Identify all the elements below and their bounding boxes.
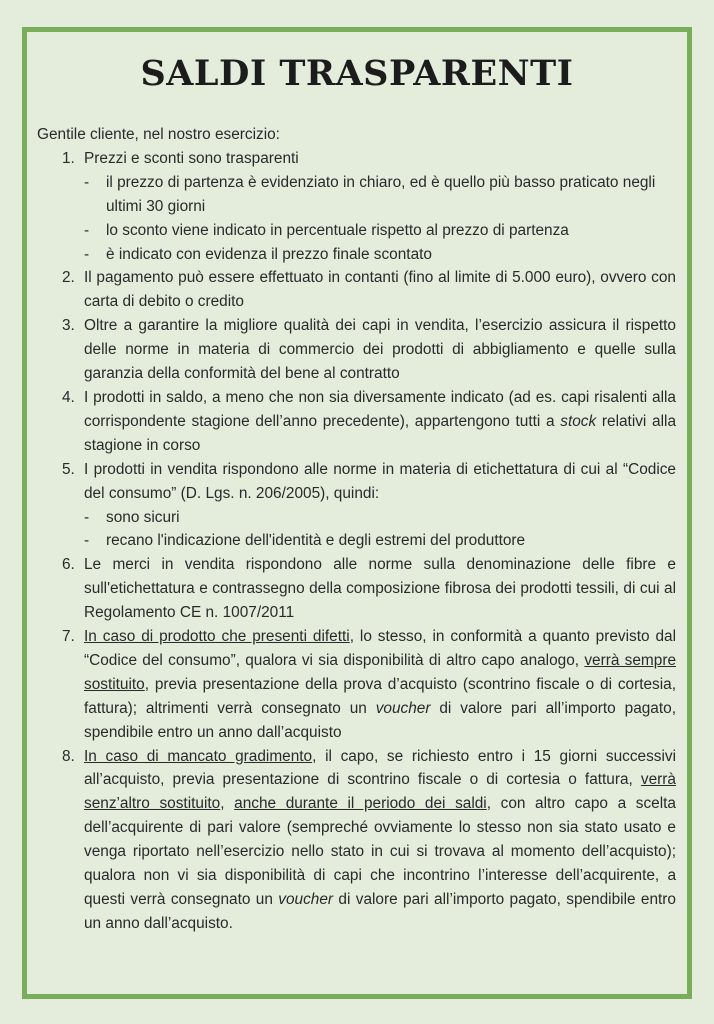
sub-item xyxy=(84,529,676,553)
item-text: I prodotti in saldo, a meno che non sia diversamente indicato (ad es. capi risalenti alla corrispondente stagione dell’anno precedente), appartengono tutti a xyxy=(84,388,676,430)
item-text: , xyxy=(220,795,235,813)
rules-list xyxy=(37,147,676,936)
dash-bullet: - xyxy=(84,221,90,239)
item-text: , lo stesso, in conformità a quanto previsto dal “Codice del consumo”, qualora vi sia disponibilità di altro capo analogo, xyxy=(84,628,676,669)
item-text: , con altro capo a scelta dell’acquirente di pari valore (sempreché ovviamente lo stesso non sia stato usato e venga riportato nell’esercizio nello stato in cui si trovava al momento dell’acquisto); qualora non vi sia disponibilità di capi che incontrino l’interesse dell’acquirente, a questi verrà consegnato un xyxy=(84,795,676,908)
item-number: 1. xyxy=(62,149,75,167)
sub-item xyxy=(84,171,676,219)
sub-item xyxy=(84,243,676,267)
item-text-italic: stock xyxy=(560,412,597,430)
sub-item xyxy=(84,219,676,243)
notice-body xyxy=(37,123,676,936)
list-item-2 xyxy=(37,266,676,314)
sub-item xyxy=(84,506,676,530)
sub-item-text: sono sicuri xyxy=(106,508,180,526)
dash-bullet: - xyxy=(84,173,90,191)
item-number: 7. xyxy=(62,628,75,646)
sub-list xyxy=(84,171,676,267)
item-text: Oltre a garantire la migliore qualità dei capi in vendita, l’esercizio assicura il rispetto delle norme in materia di commercio dei prodotti di abbigliamento e quelle sulla garanzia della conformità del bene al contratto xyxy=(84,317,676,383)
item-text: relativi alla stagione in corso xyxy=(84,412,677,454)
sub-list xyxy=(84,506,676,554)
dash-bullet: - xyxy=(84,245,90,263)
list-item-5 xyxy=(37,458,676,554)
item-number: 3. xyxy=(62,317,75,335)
item-text-underlined: anche durante il periodo dei saldi xyxy=(234,795,487,813)
item-number: 5. xyxy=(62,460,75,478)
item-text-underlined: verrà sempre sostituito xyxy=(84,651,677,693)
item-text: di valore pari all’importo pagato, spendibile entro un anno dall’acquisto xyxy=(84,699,676,741)
item-number: 8. xyxy=(62,747,75,765)
dash-bullet: - xyxy=(84,532,90,550)
item-text: , previa presentazione della prova d’acquisto (scontrino fiscale o di cortesia, fattura); altrimenti verrà consegnato un xyxy=(84,675,676,717)
list-item-1 xyxy=(37,147,676,267)
item-text-underlined: In caso di mancato gradimento xyxy=(84,747,313,765)
item-text: Il pagamento può essere effettuato in contanti (fino al limite di 5.000 euro), ovvero con carta di debito o credito xyxy=(84,269,676,311)
intro-text: Gentile cliente, nel nostro esercizio: xyxy=(37,126,280,143)
item-text-italic: voucher xyxy=(278,891,334,908)
item-text: I prodotti in vendita rispondono alle norme in materia di etichettatura di cui al “Codice del consumo” (D. Lgs. n. 206/2005), quindi: xyxy=(84,460,676,502)
item-text: Prezzi e sconti sono trasparenti xyxy=(84,149,299,167)
item-text-underlined: verrà senz’altro sostituito xyxy=(84,771,676,813)
item-number: 4. xyxy=(62,388,75,406)
item-text: di valore pari all’importo pagato, spendibile entro un anno dall’acquisto. xyxy=(84,891,676,932)
item-number: 6. xyxy=(62,556,75,574)
list-item-3 xyxy=(37,314,676,386)
page-title: SALDI TRASPARENTI xyxy=(140,53,574,94)
notice-frame xyxy=(22,27,692,999)
item-text-underlined: In caso di prodotto che presenti difetti xyxy=(84,628,350,646)
item-number: 2. xyxy=(62,269,75,287)
sub-item-text: il prezzo di partenza è evidenziato in chiaro, ed è quello più basso praticato negli ultimi 30 giorni xyxy=(106,173,656,215)
item-text: Le merci in vendita rispondono alle norme sulla denominazione delle fibre e sull'etichettatura e contrassegno della composizione fibrosa dei prodotti tessili, di cui al Regolamento CE n. 1007/2011 xyxy=(84,556,676,622)
sub-item-text: lo sconto viene indicato in percentuale rispetto al prezzo di partenza xyxy=(106,221,569,239)
list-item-4 xyxy=(37,386,676,458)
dash-bullet: - xyxy=(84,508,90,526)
list-item-7 xyxy=(37,625,676,745)
list-item-8 xyxy=(37,745,676,936)
sub-item-text: recano l'indicazione dell'identità e degli estremi del produttore xyxy=(106,532,526,550)
sub-item-text: è indicato con evidenza il prezzo finale scontato xyxy=(106,245,432,263)
item-text-italic: voucher xyxy=(375,699,431,717)
list-item-6 xyxy=(37,553,676,625)
item-text: , il capo, se richiesto entro i 15 giorni successivi all’acquisto, previa presentazione di scontrino fiscale o di cortesia o fattura, xyxy=(84,747,677,789)
